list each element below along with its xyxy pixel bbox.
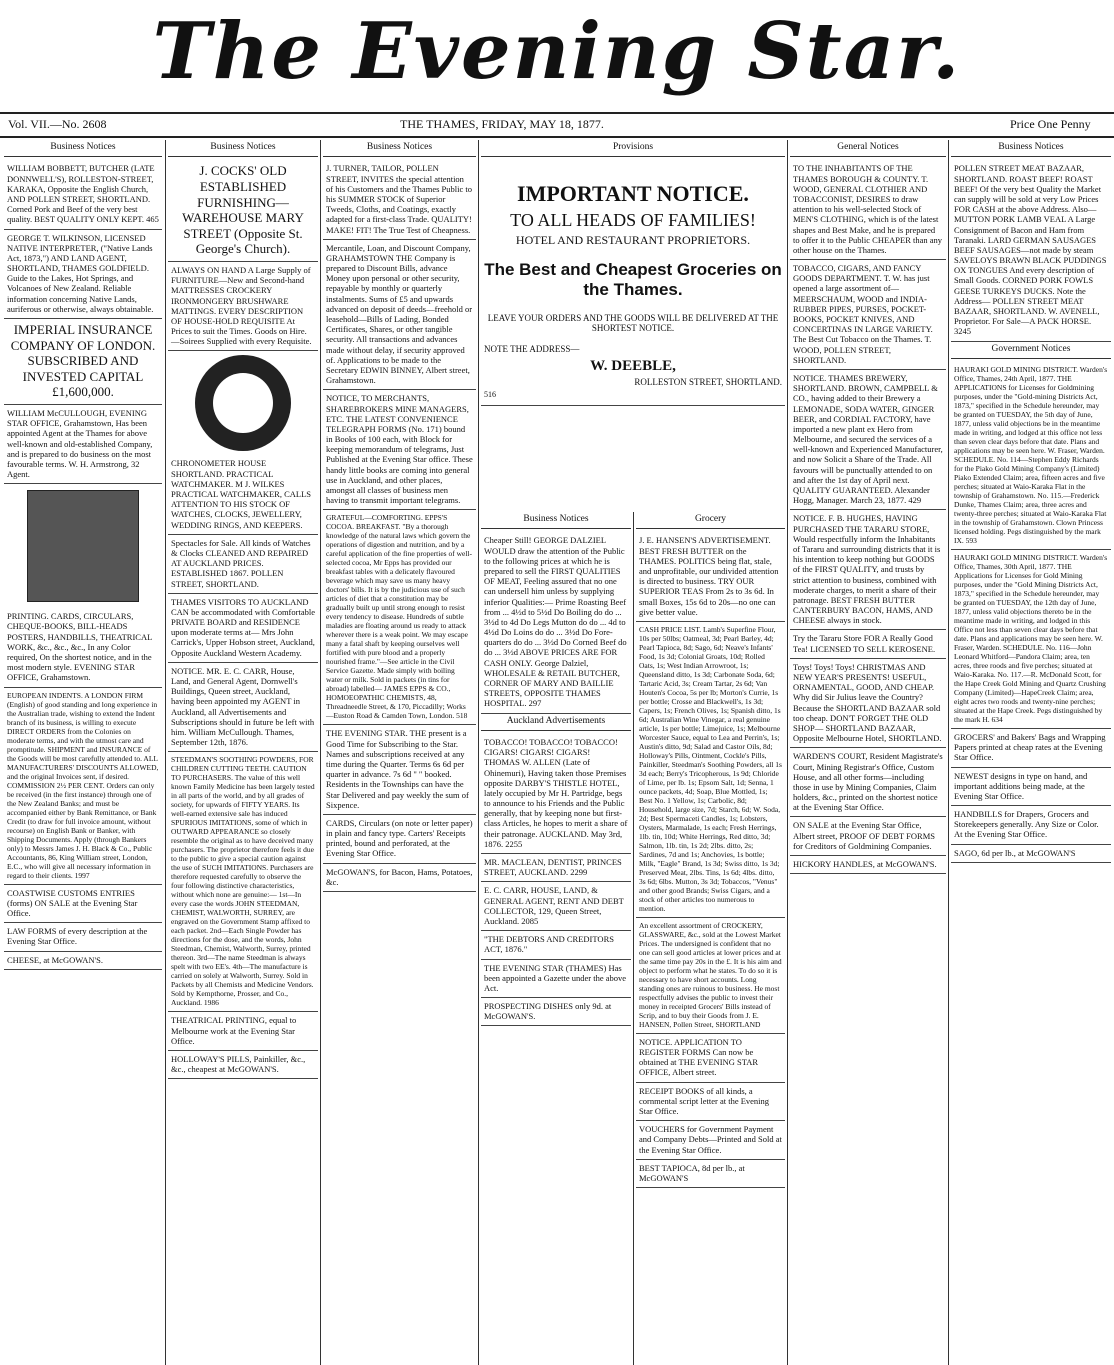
advert-wilkes: CHRONOMETER HOUSE SHORTLAND. PRACTICAL WATCHMAKER. M J. WILKES PRACTICAL WATCHMAKER, CALLS ATTENTION TO HIS STOCK OF WATCHES, CLOCKS, JEWELLERY, WEDDING RINGS, AND KEEPERS. — [168, 455, 318, 534]
advert-wilkinson: GEORGE T. WILKINSON, LICENSED NATIVE INTERPRETER, ("Native Lands Act, 1873,") AND LAND AGENT, SHORTLAND, THAMES GOLDFIELD. Guide to the Lakes, Hot Springs, and Volcanoes of New Zealand. Reliable information concerning Native Lands, auriferous or otherwise, always obtainable. — [4, 230, 162, 320]
column-rule — [948, 140, 949, 1365]
advert-debtors-act: "THE DEBTORS AND CREDITORS ACT, 1876." — [481, 931, 631, 959]
advert-proof-of-debt: ON SALE at the Evening Star Office, Albert street, PROOF OF DEBT FORMS for Creditors of Goldmining Companies. — [790, 817, 946, 856]
notice-subtitle-2: HOTEL AND RESTAURANT PROPRIETORS. — [515, 233, 751, 248]
advert-carr-notice: NOTICE. MR. E. C. CARR, House, Land, and General Agent, Dornwell's Buildings, Queen street, Auckland, having been appointed my AGENT in Auckland, all Advertisements and Subscriptions should in future be left with him. William McCullough. Thames, September 12th, 1876. — [168, 663, 318, 753]
advert-crockery: An excellent assortment of CROCKERY, GLASSWARE, &c., sold at the Lowest Market Prices. The undersigned is confident that no one can sell good articles at lower prices and at the same time pay 20s in the £. It is his aim and object to perform what he states. To do so it is necessary to have short accounts. Long standing ones are ruinous to business. He most respectfully advises the public to invest their money in receipted Grocers' Bills instead of Scrip, and to buy their Goods from J. E. HANSEN, Pollen Street, SHORTLAND — [636, 918, 785, 1034]
advert-cheese: CHEESE, at McGOWAN'S. — [4, 952, 162, 970]
clock-illustration — [195, 355, 291, 451]
column-4a — [481, 512, 631, 1365]
advert-thames-brewery: NOTICE. THAMES BREWERY, SHORTLAND. BROWN, CAMPBELL & CO., having added to their Brewery a LEMONADE, SODA WATER, GINGER BEER, and CORDIAL FACTORY, have imported a new plant ex Hero from Melbourne, and secured the services of a well-known and Experienced Manufacturer, and now Solicit a Share of the Trade. All favours will be punctually attended to on and after the 1st day of April next. QUALITY GUARANTEED. Alexander Hogg, Manager. March 23, 1877. 429 — [790, 370, 946, 510]
advert-grocers-bags: GROCERS' and Bakers' Bags and Wrapping Papers printed at cheap rates at the Evening Star Office. — [951, 729, 1111, 768]
advert-hansen: J. E. HANSEN'S ADVERTISEMENT. BEST FRESH BUTTER on the THAMES. POLITICS being flat, stale, and unprofitable, our undivided attention is directed to business. TRY OUR SUPERIOR TEAS From 2s to 3s 6d. In small Boxes, 15s 6d to 20s—no one can give better value. — [636, 532, 785, 622]
column-rule — [478, 140, 479, 1365]
notice-leave: LEAVE YOUR ORDERS AND THE GOODS WILL BE DELIVERED AT THE SHORTEST NOTICE. — [487, 312, 779, 334]
section-heading-auckland: Auckland Advertisements — [481, 714, 631, 731]
advert-vouchers: VOUCHERS for Government Payment and Company Debts—Printed and Sold at the Evening Star Office. — [636, 1121, 785, 1160]
section-heading: Business Notices — [168, 140, 318, 157]
advert-sago: SAGO, 6d per lb., at McGOWAN'S — [951, 845, 1111, 863]
advert-cocks: J. COCKS' OLD ESTABLISHED FURNISHING—WAREHOUSE MARY STREET (Opposite St. George's Church). — [168, 160, 318, 262]
column-rule — [320, 140, 321, 1365]
notice-subtitle: TO ALL HEADS OF FAMILIES! — [510, 209, 756, 230]
advert-hughes: NOTICE. F. B. HUGHES, HAVING PURCHASED THE TARARU STORE, Would respectfully inform the Inhabitants of Tararu and surrounding districts that it is his intention to keep nothing but GOODS of the FIRST QUALITY, and trusts by strict attention to business, combined with moderate charges, to merit a share of their patronage. BEST FRESH BUTTER CANTERBURY BACON, HAMS, AND CHEESE always in stock. — [790, 510, 946, 630]
advert-telegraph-forms: NOTICE, TO MERCHANTS, SHAREBROKERS MINE MANAGERS, ETC. THE LATEST CONVENIENCE TELEGRAPH FORMS (No. 171) bound in Books of 100 each, with Block for keeping memorandum of telegrams, Just Published at the Evening Star office. These handy little books are coming into general use in Auckland, and other places, amongst all classes of business men having to transmit important telegrams. — [323, 390, 476, 510]
advert-theatrical: THEATRICAL PRINTING, equal to Melbourne work at the Evening Star Office. — [168, 1012, 318, 1051]
volume-number: Vol. VII.—No. 2608 — [8, 117, 107, 131]
advert-dalziel: Cheaper Still! GEORGE DALZIEL WOULD draw the attention of the Public to the following prices at which he is prepared to sell the FIRST QUALITIES OF MEAT, Feeling assured that no one can undersell him unless by supplying inferior Qualities:— Prime Roasting Beef from ... 4½d to 5½d Do Boiling do do ... 3½d to 4d Do Legs Mutton do do ... 4d to 4½d Do Loins do do ... 3½d Do Fore-quarters do do ... 3½d Do Corned Beef do do ... 3½d ABOVE PRICES ARE FOR CASH ONLY. George Dalziel, WHOLESALE & RETAIL BUTCHER, CORNER OF MARY AND BAILLIE STREETS, OPPOSITE THAMES HOSPITAL. 297 — [481, 532, 631, 713]
advert-spectacles: Spectacles for Sale. All kinds of Watches & Clocks CLEANED AND REPAIRED AT AUCKLAND PRICES. ESTABLISHED 1867. POLLEN STREET, SHORTLAND. — [168, 535, 318, 594]
advert-evening-star-gazette: THE EVENING STAR (THAMES) Has been appointed a Gazette under the above Act. — [481, 960, 631, 999]
section-heading: Business Notices — [481, 512, 631, 529]
advert-bobbett: WILLIAM BOBBETT, BUTCHER (LATE DONNWELL'S), ROLLESTON-STREET, KARAKA, Opposite the English Church, AND POLLEN STREET, SHORTLAND. Corned Pork and Beef of the very best quality. BEST QUALITY ONLY KEPT. 465 — [4, 160, 162, 229]
section-heading: Business Notices — [4, 140, 162, 157]
column-rule — [633, 512, 634, 1365]
price: Price One Penny — [1010, 117, 1091, 131]
section-heading: Grocery — [636, 512, 785, 529]
section-heading: Business Notices — [323, 140, 476, 157]
advert-ec-carr: E. C. CARR, HOUSE, LAND, & GENERAL AGENT, RENT AND DEBT COLLECTOR, 129, Queen Street, Auckland. 2085 — [481, 882, 631, 931]
notice-hauraki-1: HAURAKI GOLD MINING DISTRICT. Warden's Office, Thames, 24th April, 1877. THE APPLICATIONS for Licenses for Goldmining purposes, under the "Gold-mining Districts Act, 1873," specified in the Schedule hereunder, may be granted on TUESDAY, the 5th day of June, 1877, unless valid objections be in the meantime made in writing, and lodged at this office not less than seven clear days before that date. Plans and applications may be seen here. W. Fraser, Warden. SCHEDULE. No. 114—Stephen Eddy Richards for the Piako Gold Mining Company's (Limited) Piako Extended Claim; area, fifteen acres and five perches; situated at Waio-Karaka Flat in the township of Grahamstown. No. 115.—Frederick Dunke, Thames Claim; area, three acres and twenty-three perches; situated at Waio-Karaka Flat in the township of Grahamstown. Clown Princess licensed holding. Pegs distinguished by the mark IX. 593 — [951, 362, 1111, 550]
masthead — [0, 0, 1114, 112]
advert-receipt-books: RECEIPT BOOKS of all kinds, a cornmental script letter at the Evening Star Office. — [636, 1083, 785, 1122]
advert-handbills: HANDBILLS for Drapers, Grocers and Storekeepers generally. Any Size or Color. At the Evening Star Office. — [951, 806, 1111, 845]
advert-law-forms: LAW FORMS of every description at the Evening Star Office. — [4, 923, 162, 951]
column-4-provisions — [481, 140, 785, 510]
notice-main: The Best and Cheapest Groceries on the Thames. — [484, 259, 782, 300]
advert-wood: TO THE INHABITANTS OF THE THAMES BOROUGH & COUNTY. T. WOOD, GENERAL CLOTHIER AND TOBACCONIST, DESIRES to draw attention to his well-selected Stock of MEN'S CLOTHING, which is of the latest shapes and Best Make, and he is prepared to offer it to the Public CHEAPER than any other house on the Thames. — [790, 160, 946, 260]
advert-register-forms: NOTICE. APPLICATION TO REGISTER FORMS Can now be obtained at THE EVENING STAR OFFICE, Albert street. — [636, 1034, 785, 1083]
column-4b — [636, 512, 785, 1365]
column-rule — [787, 140, 788, 1365]
advert-turner: J. TURNER, TAILOR, POLLEN STREET, INVITES the special attention of his Customers and the Thames Public to his SUMMER STOCK of Superior Tweeds, Cloths, and Coatings, exactly adapted for a first-class Trade. QUALITY! MAKE! FIT! The True Test of Cheapness. — [323, 160, 476, 239]
advert-cash-price-list: CASH PRICE LIST. Lamb's Superfine Flour, 10s per 50lbs; Oatmeal, 3d; Pearl Barley, 4d; Pearl Tapioca, 8d; Sago, 6d; Neave's Infants' Food, 1s 3d; Colonial Groats, 10d; Rolled Oats, 1s; West Indian Arrowroot, 1s; Queensland ditto, 1s 3d; Carbonate Soda, 6d; Tartaric Acid, 3s; Cream Tartar, 2s 6d; Van Houten's Cocoa, 5s per lb; Morton's Currie, 1s per bottle; Crosse and Blackwell's, 1s 3d; Capers, 1s; French Olives, 1s; Spanish ditto, 1s 6d; Australian Wine Vinegar, a real genuine article, 1s per bottle; Limejuice, 1s; Melbourne Worcester Sauce, equal to Lea and Perrin's, 1s; Austin's ditto, 9d; Salad and Castor Oils, 8d; Holloway's Pills, Ointment, Cockle's Pills, Painkiller, Steedman's Soothing Powders, all 1s 3d each; Berry's Tricopherous, 1s 9d; Chloride of Lime, per lb. 1s; Epsom Salt, 1d; Senna, 1 ounce packets, 4d; Soap, Blue Mottled, 1s; Best No. 1 Yellow, 1s; Carbolic, 8d; Household, large size, 7d; Starch, 6d; W. Soda, 2d; Best Spermaceti Candles, 1s; Lobsters, Oysters, Marmalade, 1s each; Fresh Herrings, 1lb. tin, 10d; White Herrings, Red ditto, 3d; Salmon, 1lb. tin, 1s 2d; 2lbs. ditto, 2s; Sardines, 7d and 1s; Anchovies, 1s bottle; Milk, "Eagle" Brand, 1s 3d; Swiss ditto, 1s 3d; Preserved Meat, 2lbs. Tins, 1s 6d; 4lbs. ditto, 3s 6d; 6lbs. Mutton, 3s 3d; Tobaccos, "Venus" and other good Brands; Swiss Cigars, and a stock of other articles too numerous to mention. — [636, 622, 785, 918]
advert-toys: Toys! Toys! Toys! CHRISTMAS AND NEW YEAR'S PRESENTS! USEFUL, ORNAMENTAL, GOOD, AND CHEAP. Why did Sir Julius leave the Country? Because the SHORTLAND BAZAAR sold too cheap. DON'T FORGET THE OLD SHOP— SHORTLAND BAZAAR, Opposite Melbourne Hotel, SHORTLAND. — [790, 659, 946, 749]
section-heading: Business Notices — [951, 140, 1111, 157]
section-heading-government: Government Notices — [951, 342, 1111, 359]
advert-epps-cocoa: GRATEFUL—COMFORTING. EPPS'S COCOA. BREAKFAST. "By a thorough knowledge of the natural laws which govern the operations of digestion and nutrition, and by a careful application of the fine properties of well-selected cocoa, Mr Epps has provided our breakfast tables with a delicately flavoured beverage which may save us many heavy doctors' bills. It is by the judicious use of such articles of diet that a constitution may be gradually built up until strong enough to resist every tendency to disease. Hundreds of subtle maladies are floating around us ready to attack wherever there is a weak point. We may escape many a fatal shaft by keeping ourselves well fortified with pure blood and a properly nourished frame."—See article in the Civil Service Gazette. Made simply with boiling water or milk. Sold in packets (in tins for abroad) labelled— JAMES EPPS & CO., HOMOEOPATHIC CHEMISTS, 48, Threadneedle Street, & 170, Piccadilly; Works—Euston Road & Camden Town, London. 518 — [323, 510, 476, 725]
notice-name: W. DEEBLE, — [590, 357, 676, 374]
notice-number: 516 — [484, 389, 496, 399]
advert-european-indents: EUROPEAN INDENTS. A LONDON FIRM (English) of good standing and long experience in the Australian trade, wishing to extend the Indent branch of its business, is willing to execute DIRECT ORDERS from the Colonies on moderate terms, and with the utmost care and promptitude. SHIPMENT and INSURANCE of the Goods will be most carefully attended to. ALL MANUFACTURERS' DISCOUNTS ALLOWED, and the original Invoices sent, if desired. COMMISSION 2½ PER CENT. Orders can only be received (in the first instance) through one of the New Zealand Banks; and must be accompanied either by Bank Remittance, or Bank Credit (to draw for full invoice amount, without recourse) on English Bank or Banker, with Shipping Documents. Apply (through Bankers only) to Messrs James J. H. Black & Co., Public Accountants, 86, King William street, London, E.C., who will give all necessary information in regard to their clients. 1997 — [4, 688, 162, 885]
column-6 — [951, 140, 1111, 1365]
advert-meat-bazaar: POLLEN STREET MEAT BAZAAR, SHORTLAND. ROAST BEEF! ROAST BEEF! Of the very best Quality the Market can supply will be sold at very Low Prices FOR CASH at the above Address. Also—MUTTON PORK LAMB VEAL A Large Consignment of Bacon and Ham from Taranaki. LARD GERMAN SAUSAGES BEEF SAUSAGES—not made by steam SAVELOYS BRAWN BLACK PUDDINGS OX TONGUES And every description of Small Goods. CORNED PORK FOWLS GEESE TURKEYS DUCKS. Note the Address— POLLEN STREET MEAT BAZAAR, SHORTLAND. W. AVENELL, Proprietor. For Sale—A PACK HORSE. 3245 — [951, 160, 1111, 341]
column-2 — [168, 140, 318, 1365]
advert-mercantile: Mercantile, Loan, and Discount Company, GRAHAMSTOWN THE Company is prepared to Discount Bills, advance Money upon personal or other security, repayable by monthly or quarterly instalments. Sums of £5 and upwards advanced on deposit of deeds—freehold or leasehold—Bills of Lading, Bonded Certificates, Shares, or other tangible security. All transactions and advances made without delay, if security approved of. Applications to be made to the Secretary EDWIN BINNEY, Albert street, Grahamstown. — [323, 240, 476, 391]
advert-allen: TOBACCO! TOBACCO! TOBACCO! CIGARS! CIGARS! CIGARS! THOMAS W. ALLEN (Late of Ohinemuri), Having taken those Premises opposite DARBY'S THISTLE HOTEL, lately occupied by Mr H. Partridge, begs to announce to his Friends and the Public generally, that by keeping none but first-class Articles, he hopes to merit a share of their patronage. AUCKLAND. May 3rd, 1876. 2255 — [481, 734, 631, 854]
advert-steedman: STEEDMAN'S SOOTHING POWDERS, FOR CHILDREN CUTTING TEETH. CAUTION TO PURCHASERS. The value of this well known Family Medicine has been largely tested in all parts of the world, and by all grades of society, for upwards of FIFTY YEARS. Its well-earned extensive sale has induced SPURIOUS IMITATIONS, some of which in OUTWARD APPEARANCE so closely resemble the original as to have deceived many purchasers. The proprietor therefore feels it due to the public to give a special caution against the use of SUCH IMITATIONS. Purchasers are therefore requested carefully to observe the four following distinctive characteristics, without which none are genuine:— 1st—In every case the words JOHN STEEDMAN, CHEMIST, WALWORTH, SURREY, are engraved on the Government Stamp affixed to each packet. 2nd—Each Single Powder has directions for the dose, and the words, John Steedman, Chemist, Walworth, Surrey, printed thereon. 3rd—The name Steedman is always spelt with two EE's. 4th—The manufacture is carried on solely at Walworth, Surrey. Sold in Packets by all Chemists and Medicine Vendors. Sold by Kempthorne, Prosser, and Co., Auckland. 1986 — [168, 752, 318, 1012]
notice-address: ROLLESTON STREET, SHORTLAND. — [634, 376, 782, 387]
column-5 — [790, 140, 946, 1365]
advert-prospecting-dishes: PROSPECTING DISHES only 9d. at McGOWAN'S. — [481, 998, 631, 1026]
column-3 — [323, 140, 476, 1365]
advert-tapioca: BEST TAPIOCA, 8d per lb., at McGOWAN'S — [636, 1160, 785, 1188]
advert-maclean: MR. MACLEAN, DENTIST, PRINCES STREET, AUCKLAND. 2299 — [481, 854, 631, 882]
advert-printing: PRINTING. CARDS, CIRCULARS, CHEQUE-BOOKS, BILL-HEADS POSTERS, HANDBILLS, THEATRICAL WORK, &c., &c., &c., In any Color required, On the shortest notice, and in the most modern style. EVENING STAR OFFICE, Grahamstown. — [4, 608, 162, 687]
advert-hickory: HICKORY HANDLES, at McGOWAN'S. — [790, 856, 946, 874]
dateline: THE THAMES, FRIDAY, MAY 18, 1877. — [400, 117, 604, 131]
column-rule — [165, 140, 166, 1365]
newspaper-title: The Evening Star. — [152, 6, 962, 97]
advert-mcgowan-bacon: McGOWAN'S, for Bacon, Hams, Potatoes, &c. — [323, 864, 476, 892]
section-heading: Provisions — [481, 140, 785, 157]
column-1 — [4, 140, 162, 1365]
advert-newest-designs: NEWEST designs in type on hand, and important additions being made, at the Evening Star Office. — [951, 768, 1111, 807]
advert-deeble — [481, 160, 785, 406]
advert-wardens-court: WARDEN'S COURT, Resident Magistrate's Court, Mining Registrar's Office, Custom House, and all other forms—including those in use by Mining Companies, Claim holders, &c., printed on the shortest notice at the Evening Star Office. — [790, 748, 946, 817]
advert-holloway: HOLLOWAY'S PILLS, Painkiller, &c., &c., cheapest at McGOWAN'S. — [168, 1051, 318, 1079]
notice-title: IMPORTANT NOTICE. — [517, 181, 749, 207]
notice-note: NOTE THE ADDRESS— — [484, 344, 580, 355]
advert-furniture: ALWAYS ON HAND A Large Supply of FURNITURE—New and Second-hand MATTRESSES CROCKERY IRONMONGERY BRUSHWARE MATTINGS. EVERY DESCRIPTION OF HOUSE-HOLD REQUISITE At Prices to suit the Times. Goods on Hire.—Soirees Supplied with every Requisite. — [168, 262, 318, 352]
advert-evening-star: THE EVENING STAR. THE present is a Good Time for Subscribing to the Star. Names and subscriptions received at any time during the Quarter. Terms 6s 6d per quarter in advance. 7s 6d " " booked. Residents in the Townships can have the Star Delivered and pay weekly the sum of Sixpence. — [323, 725, 476, 815]
advert-thames-visitors: THAMES VISITORS TO AUCKLAND CAN be accommodated with Comfortable PRIVATE BOARD and RESIDENCE upon moderate terms at— Mrs John Carrick's, Upper Hobson street, Auckland, Opposite Auckland Western Academy. — [168, 594, 318, 663]
printing-press-illustration — [27, 490, 139, 602]
notice-hauraki-2: HAURAKI GOLD MINING DISTRICT. Warden's Office, Thames, 30th April, 1877. THE Applications for Licenses for Gold Mining purposes, under the "Gold Mining Districts Act, 1873," specified in the Schedule hereunder, may be granted on TUESDAY, the 12th day of June, 1877, unless valid objections thereto be in the meantime made in writing, and lodged in this Office not less than seven clear days before that date. Plans and applications may be seen here. W. Fraser, Warden. SCHEDULE. No. 116—John Leonard Whitford—Pandora Claim; area, ten acres, three roods and five perches; situated at Waio-Karaka. No. 117.—R. McDonald Scott, for the Hape Creek Gold Mining and Quartz Crushing Company (Limited)—HapeCreek Claim; area, eight acres two roods and twenty-nine perches; situated at the Hape Creek. Pegs distinguished by the mark H. 634 — [951, 550, 1111, 729]
advert-mccullough: WILLIAM McCULLOUGH, EVENING STAR OFFICE, Grahamstown, Has been appointed Agent at the Thames for above well-known and old-established Company, and is prepared to do business on the most favourable terms. W. H. Armstrong, 32 Agent. — [4, 405, 162, 484]
advert-imperial-insurance: IMPERIAL INSURANCE COMPANY OF LONDON. SUBSCRIBED AND INVESTED CAPITAL £1,600,000. — [4, 319, 162, 405]
advert-cards: CARDS, Circulars (on note or letter paper) in plain and fancy type. Carters' Receipts printed, bound and perforated, at the Evening Star Office. — [323, 815, 476, 864]
advert-tararu-store: Try the Tararu Store FOR A Really Good Tea! LICENSED TO SELL KEROSENE. — [790, 630, 946, 658]
dateline-bar — [0, 112, 1114, 138]
section-heading: General Notices — [790, 140, 946, 157]
advert-customs: COASTWISE CUSTOMS ENTRIES (forms) ON SALE at the Evening Star Office. — [4, 885, 162, 924]
advert-tobacco-dept: TOBACCO, CIGARS, AND FANCY GOODS DEPARTMENT. T. W. has just opened a large assortment of— MEERSCHAUM, WOOD and INDIA-RUBBER PIPES, PURSES, POCKET-BOOKS, POCKET KNIVES, AND CONCERTINAS IN LARGE VARIETY. The Best Cut Tobacco on the Thames. T. WOOD, POLLEN STREET, SHORTLAND. — [790, 260, 946, 370]
